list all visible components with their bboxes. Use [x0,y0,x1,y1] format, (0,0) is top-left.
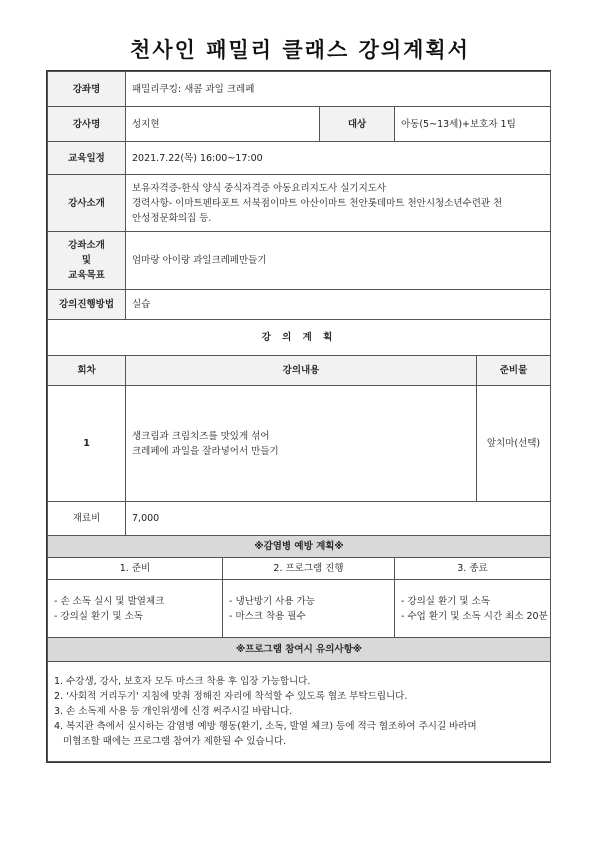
schedule-value: 2021.7.22(목) 16:00~17:00 [126,142,551,175]
intro-line: 안성정문화의집 등. [132,212,212,224]
note-item: 미협조할 때에는 프로그램 참여가 제한될 수 있습니다. [54,736,287,747]
plan-session: 1 [48,386,126,502]
plan-col-content: 강의내용 [126,356,477,386]
prevention-step-2: 2. 프로그램 진행 [223,558,395,580]
plan-content-line: 크레페에 과일을 잘라넣어서 만들기 [132,445,279,457]
plan-content [126,386,477,502]
course-value: 패밀리쿠킹: 새콤 과일 크레페 [126,72,551,107]
plan-content-line: 생크림과 크림치즈를 맛있게 섞어 [132,430,270,442]
lecture-plan-form [46,70,551,763]
fee-label: 재료비 [48,502,126,536]
course-label: 강좌명 [48,72,126,107]
target-value: 아동(5~13세)+보호자 1팀 [395,107,551,142]
prevention-step-2-items: - 냉난방기 사용 가능 - 마스크 착용 필수 [223,580,395,638]
goal-value: 엄마랑 아이랑 과일크레페만들기 [126,232,551,290]
prevention-step-1-items: - 손 소독 실시 및 발열체크 - 강의실 환기 및 소독 [48,580,223,638]
intro-line: 경력사항- 이마트펜타포트 서북점이마트 아산이마트 천안롯데마트 천안시청소년수련관 천 [132,197,503,209]
goal-label: 강좌소개 및 교육목표 [48,232,126,290]
target-label: 대상 [320,107,395,142]
intro-line: 보유자격증-한식 양식 중식자격증 아동요리지도사 실기지도사 [132,182,387,194]
schedule-label: 교육일정 [48,142,126,175]
method-value: 실습 [126,290,551,320]
plan-heading: 강 의 계 획 [48,320,551,356]
note-item: 2. '사회적 거리두기' 지침에 맞춰 정해진 자리에 착석할 수 있도록 협조 부탁드립니다. [54,691,408,702]
intro-value [126,175,551,232]
method-label: 강의진행방법 [48,290,126,320]
document-title: 천사인 패밀리 클래스 강의계획서 [130,38,470,62]
prevention-step-3: 3. 종료 [395,558,551,580]
fee-value: 7,000 [126,502,551,536]
plan-materials: 앞치마(선택) [477,386,551,502]
intro-label: 강사소개 [48,175,126,232]
instructor-label: 강사명 [48,107,126,142]
note-item: 3. 손 소독제 사용 등 개인위생에 신경 써주시길 바랍니다. [54,706,293,717]
note-item: 1. 수강생, 강사, 보호자 모두 마스크 착용 후 입장 가능합니다. [54,676,311,687]
plan-col-materials: 준비물 [477,356,551,386]
notes-list [48,662,551,762]
notes-heading: ※프로그램 참여시 유의사항※ [48,638,551,662]
prevention-heading: ※감염병 예방 계획※ [48,536,551,558]
prevention-step-3-items: - 강의실 환기 및 소독 - 수업 환기 및 소독 시간 최소 20분 [395,580,551,638]
plan-col-session: 회차 [48,356,126,386]
prevention-step-1: 1. 준비 [48,558,223,580]
note-item: 4. 복지관 측에서 실시하는 감염병 예방 행동(환기, 소독, 발열 체크) 등에 적극 협조하여 주시길 바라며 [54,721,477,732]
instructor-value: 성지현 [126,107,320,142]
